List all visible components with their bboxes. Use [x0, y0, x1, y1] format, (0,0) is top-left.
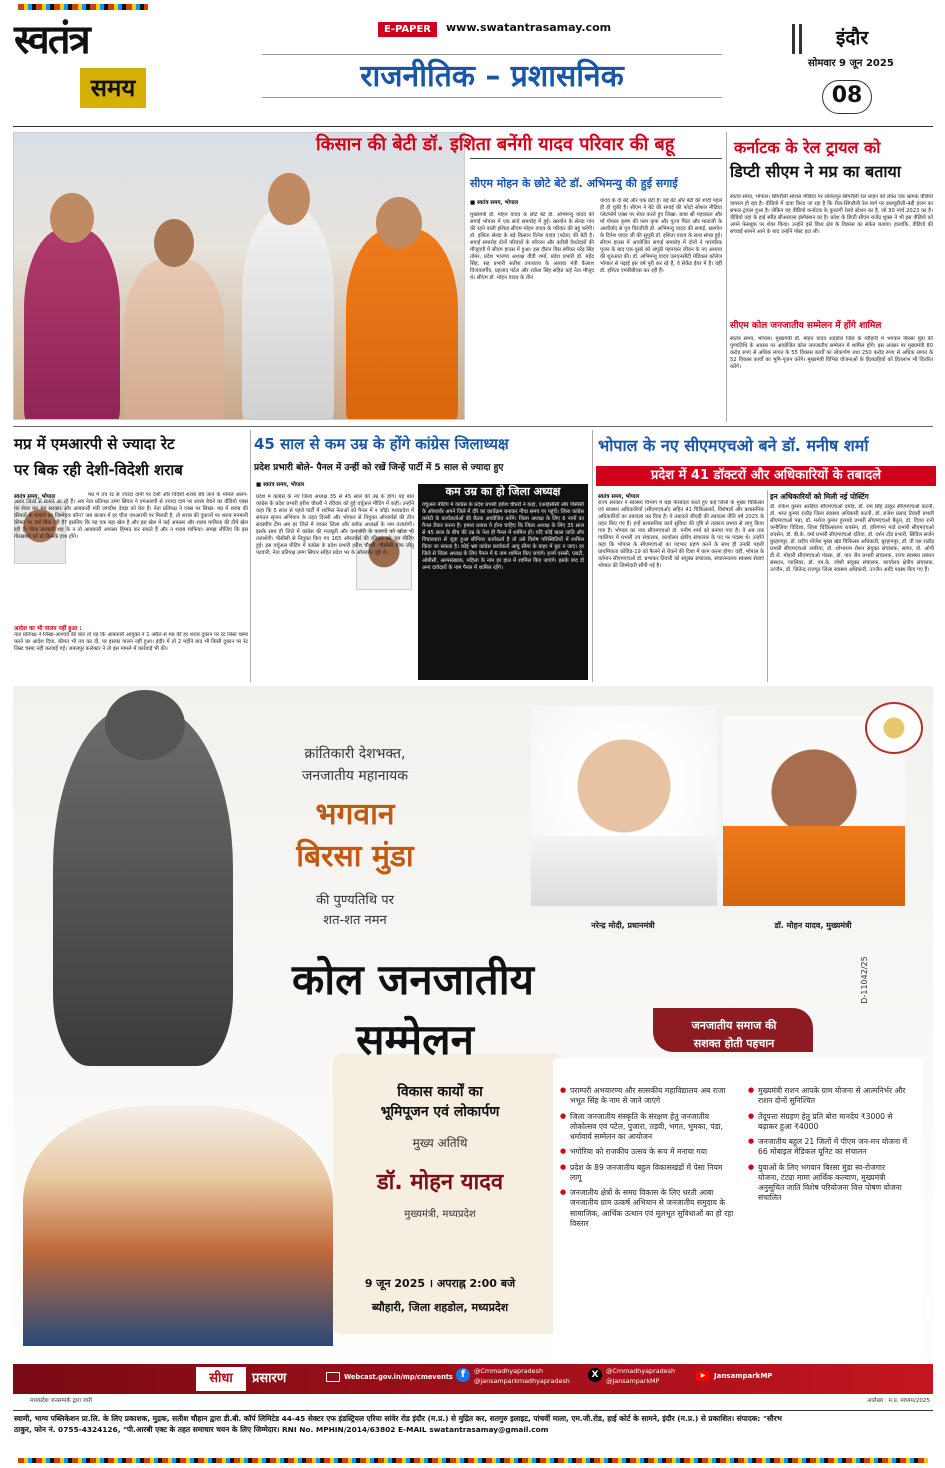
ad-bullet: ● युवाओं के लिए भगवान बिरसा मुंडा स्व-रोजगार योजना, टंट्या मामा आर्थिक कल्याण, मुख्यमंत्री अनुसूचित जाति विशेष परियोजना वित्त पोषण योजना संचालित — [748, 1163, 908, 1204]
broadcast-label-2: प्रसारण — [252, 1371, 287, 1386]
person-left — [24, 229, 120, 420]
congress-body: प्रदेश में कांग्रेस के नए जिला अध्यक्ष 35 से 45 साल की उम्र के होंगे। यह बात कांग्रेस के प्रदेश प्रभारी हरीश चौधरी ने रविवार को हुई वर्चुअल मीटिंग में कही। उन्होंने कहा कि 5 साल से पहले पार्टी में शामिल नेताओं को पैनल में न जोड़ें। मध्यप्रदेश में संगठन सृजन अभियान के तहत दिल्ली और भोपाल से नियुक्त ऑब्जर्वर्स की तीन सदस्यीय टीम अब हर जिले में जाकर जिला और ब्लॉक अध्यक्षों के नाम तलाशेगी। इसके साथ ही जिले में कांग्रेस की मजबूती और कमजोरी के कारणों को खोज भी तलाशेंगी। पीसीसी से नियुक्त किए गए 165 ऑब्जर्वर्स की रविवार को जूम मीटिंग हुई। इस वर्चुअल मीटिंग में कांग्रेस के प्रदेश प्रभारी हरीश चौधरी, पीसीसी चीफ जीतू पटवारी, नेता प्रतिपक्ष उमंग सिंघार सहित प्रदेश भर के ऑब्जर्वर जुड़े थे। — [256, 494, 414, 557]
main-byline: ■ स्वतंत्र समय, भोपाल — [470, 200, 519, 206]
facebook-handle-1[interactable]: @Cmmadhyapradesh — [474, 1367, 543, 1375]
logo-line2: समय — [80, 68, 146, 108]
ad-tagline-line2: सशक्त होती पहचान — [693, 1037, 775, 1050]
rail-body: स्वतंत्र समय, भोपाल। सिंगरौली सोशल मीडिया पर ललितपुर-सिंगरौली रेल लाइन को लेकर एक भ्रामक वीडियो वायरल हो रहा है। वीडियो में दावा किया जा रहा है कि रीवा-सिंगरौली रेल मार्ग पर डब्ल्यूडीजी-4डी इंजन का सफल ट्रायल हुआ है। लेकिन यह वीडियो कर्नाटक के कुरतगी रेलवे स्टेशन का है, जो 30 मार्च 2023 का है। वीडियो वहां के हाई स्पीड सीआरएस इंस्पेक्शन का है। प्रदेश के डिप्टी सीएम राजेंद्र शुक्ल ने भी इस वीडियो को अपने फेसबुक पर शेयर किया। उन्होंने इसे विंध्य क्षेत्र के विकास का संकेत बताया। हालांकि, वीडियो की सच्चाई सामने आने के बाद उन्होंने पोस्ट हटा ली। — [730, 194, 933, 236]
congress-subheadline: प्रदेश प्रभारी बोले- पैनल में उन्हीं को रखें जिन्हें पार्टी में 5 साल से ज्यादा हुए — [254, 463, 504, 473]
pm-photo-body — [531, 836, 717, 906]
ad-chief-guest-label: मुख्य अतिथि — [412, 1136, 468, 1150]
ad-chief-guest: डॉ. मोहन यादव — [376, 1170, 504, 1195]
ad-hero-line2: बिरसा मुंडा — [296, 839, 414, 874]
x-handle-2[interactable]: @JansamparkMP — [606, 1377, 660, 1385]
webcast-link[interactable]: Webcast.gov.in/mp/cmevents — [344, 1373, 453, 1381]
website-link[interactable]: www.swatantrasamay.com — [446, 21, 612, 34]
ad-intro-line1: क्रांतिकारी देशभक्त, — [304, 746, 406, 762]
cmho-list-body: डॉ. राकेश कुमार अरड़िया सीएमएचओ दमोह, डॉ. राम सिंह ठाकुर सीएमएचओ कटनी, डॉ. भरत कुमार राठौड़ जिला स्वास्थ्य अधिकारी कटनी, डॉ. राजेश प्रसाद तिवारी प्रभारी सीएमएचओ पन्ना, डॉ. मनोज कुमार हुरमाडे प्रभारी सीएमएचओ बैतूल, डॉ. दिव्या रानी कनौजिया विदिशा, जिला चिकित्सालय रायसेन, डॉ. हरिगणन माडे प्रभारी सीएमएचओ रायसेन, डॉ. बी.के. वर्मा प्रभारी सीएमएचओ दतिया, डॉ. दर्शन टोंड प्रभारी, सिविल सर्जन बुरहानपुर, डॉ. प्रदीप मोजेश मुख्य खंड चिकित्सा अधिकारी, बुरहानपुर, डॉ. वी एस राठौड़ प्रभारी सीएमएचओ उमरिया, डॉ. शोभाराम रोशन संयुक्त संचालक, सागर, डॉ. ओपी डी.जे. मोहारी सीएमएचओ मंडला, डॉ. पान जैन प्रभारी संचालक, राज्य स्वास्थ्य प्रबंधन संस्थान, ग्वालियर, डॉ. एम.के. जोशी संयुक्त संचालक, कार्यालय क्षेत्रीय संचालक, उज्जैन, डॉ. जितेन्द्र राजपूत जिला स्वास्थ्य अधिकारी, उज्जैन आदि पदस्थ किए गए हैं। — [770, 504, 934, 574]
main-body-col2: यादव के दो बेटे और एक बेटी है। बड़े बेटे और बेटी की शादी पहले ही हो चुकी है। सीएम ने बेटे की सगाई की फोटो सोशल मीडिया प्लेटफॉर्म एक्स पर शेयर करते हुए लिखा- बाबा श्री महाकाल और माँ गोपाल कृष्ण की परम कृपा और पूज्य पिता और माताजी के आशीर्वाद से पुत्र चिरंजीवी डॉ. अभिमन्यु यादव की सगाई, खरगोन के दिनेश यादव जी की सुपुत्री डॉ. इशिता यादव के साथ संपन्न हुई। सीएम हाउस में आयोजित सगाई समारोह में दोनों ने पारंपरिक पूजन के बाद एक-दूसरे को अंगूठी पहनाकर जीवन के नए अध्याय की शुरुआत की। डॉ. अभिमन्यु यादव एलएनसीटी मेडिकल कॉलेज भोपाल से पढ़ाई इस वर्ष पूरी कर रहे हैं, वे सेकेंड ईयर में हैं। वहीं डॉ. इशिता एमबीबीएस कर रही हैं। — [600, 198, 722, 275]
footer-rule — [13, 1410, 933, 1411]
col-rule-4 — [767, 490, 768, 682]
ad-code: D-11042/25 — [860, 956, 869, 1004]
ad-bullets-left — [560, 1086, 734, 1234]
liquor-body: मप्र में तय रेट से ज्यादा दामों पर देशी और विदेशी शराब बेचे जाने के मामले अलग-अलग जिलों से सामने आ रहे हैं। अब नेता प्रतिपक्ष उमंग सिंघार ने एमआरपी से ज्यादा दाम पर शराब बेचने का वीडियो एक्स पर शेयर कर मप्र सरकार और आबकारी मंत्री जगदीश देवड़ा को घेरा है। नेता प्रतिपक्ष ने एक्स पर लिखा- मप्र में शराब की कीमतों के फंदाले का जिम्मेदार कौन? जब बाजार में हर चीज एमआरपी पर मिलती है, तो शराब की दुकानों पर शराब मनमानी कीमत पर क्यों बिक रही है? इसलिए कि यह एक बड़ा खेल है और इस खेल में कई अफसर और शराब माफिया की टीमें खेल रही हैं। बिना सरकारी शह के न तो आबकारी अफसर हिम्मत कर सकते हैं और न शराब माफिया। समझ लीजिए कि इस गोरखधंधे को डॉ किसके हाथ होंगे। — [14, 492, 248, 541]
person-groom-head — [268, 173, 310, 225]
cm-photo-body — [723, 826, 905, 906]
cmho-body: राज्य सरकार ने स्वास्थ्य विभाग में बड़ा फेरबदल करते हुए कई जिलों के मुख्य चिकित्सा एवं स्वास्थ्य अधिकारियों (सीएमएचओ) सहित 41 चिकित्सकों, विशेषज्ञों और प्रशासनिक अधिकारियों का तबादला कर दिया है। ये तबादले जीएडी की तबादला नीति वर्ष 2025 के तहत किए गए हैं। इन्हें प्रशासनिक कार्य सुविधा की दृष्टि से तत्काल प्रभाव से लागू किया गया है। भोपाल का नया सीएमएचओ डॉ. मनीष शर्मा को बनाया गया है। वे अब तक ग्वालियर में प्रभारी उप संचालक, कार्यालय क्षेत्रीय संचालक के पद पर पदस्थ थे। उन्होंने कहा कि भोपाल के सीएमएचओ का पदभार ग्रहण करने के साथ ही उनकी पहली प्राथमिकता कोविड-19 को फैलने से रोकने की दिशा में काम करना होगा। वहीं, भोपाल के वर्तमान सीएमएचओ डॉ. प्रभाकर तिवारी को संयुक्त संचालक, संचालनालय स्वास्थ्य सेवाएं भोपाल की जिम्मेदारी सौंपी गई है। — [598, 500, 764, 570]
cmho-list-title: इन अधिकारियों को मिली नई पोस्टिंग — [770, 492, 869, 501]
ad-bullet: ● जनजातीय क्षेत्रों के समग्र विकास के लिए धरती आबा जनजातीय ग्राम उत्कर्ष अभियान से जनजातीय समुदाय के सामाजिक, आर्थिक उत्थान एवं मूलभूत सुविधाओं का हो रहा विस्तार — [560, 1188, 734, 1229]
person-left-head — [50, 193, 94, 243]
mp-govt-emblem — [865, 702, 923, 754]
congress-headline: 45 साल से कम उम्र के होंगे कांग्रेस जिलाध्यक्ष — [254, 435, 509, 453]
ad-tagline-line1: जनजातीय समाज की — [691, 1019, 777, 1032]
rail-headline-line1: कर्नाटक के रेल ट्रायल को — [734, 138, 881, 157]
ad-tribute-line2: शत-शत नमन — [323, 913, 387, 928]
epaper-label: E-PAPER — [378, 22, 437, 37]
ad-event-line2: सम्मेलन — [356, 1015, 474, 1064]
page-number: 08 — [822, 80, 872, 114]
ad-intro-line2: जनजातीय महानायक — [301, 768, 409, 784]
person-groom — [242, 209, 334, 420]
edition-date: सोमवार 9 जून 2025 — [808, 58, 894, 69]
imprint-line2: ठाकुर, फोन नं. 0755-4324126, "पी.आरबी एक्ट के तहत समाचार चयन के लिए जिम्मेदार। RNI No. MPHIN/2014/63802 E-MAIL swatantrasamay@gmail.com — [14, 1424, 549, 1434]
ad-bullet: ● जिला जनजातीय संस्कृति के संरक्षण हेतु जनजातीय लोकोत्सव एवं पटेल, पुजारा, तड़वी, भगत, भुमका, पंडा, धर्मावार्य सम्मेलन का आयोजन — [560, 1112, 734, 1143]
ad-chief-guest-title: मुख्यमंत्री, मध्यप्रदेश — [404, 1209, 476, 1220]
col-rule — [726, 132, 727, 422]
ad-caption-cm: डॉ. मोहन यादव, मुख्यमंत्री — [774, 921, 852, 930]
x-icon: X — [588, 1368, 602, 1382]
person-bride-head — [154, 219, 194, 267]
cmho-byline: स्वतंत्र समय, भोपाल — [598, 494, 640, 500]
ad-bullet: ● मुख्यमंत्री राशन आपके ग्राम योजना से आत्मनिर्भर और राशन दोनों सुनिश्चित — [748, 1086, 908, 1107]
facebook-handle-2[interactable]: @jansamparkmadhyapradesh — [474, 1377, 570, 1385]
youtube-handle[interactable]: JansamparkMP — [714, 1372, 773, 1380]
imprint-line1: स्वामी, भाग्य पब्लिकेशन प्रा.लि. के लिए प्रकाशक, मुद्रक, सतीश चौहान द्वारा डी.बी. कॉर्प लिमिटेड 44-45 सेक्टर एफ इंडस्ट्रियल एरिया सांवेर रोड इंदौर (म.प्र.) से मुद्रित कर, सतगुरु इलाइट, पांचवीं माला, एम.जी.रोड, हाई कोर्ट के सामने, इंदौर (म.प्र.) से प्रकाशित। संपादक: "सौरभ — [14, 1414, 782, 1423]
monitor-icon — [326, 1372, 340, 1382]
barcode-mark — [792, 24, 802, 54]
edition-city: इंदौर — [836, 27, 869, 49]
col-rule-2 — [250, 430, 251, 682]
ad-work-line1: विकास कार्यों का — [397, 1084, 483, 1100]
row-divider — [13, 426, 933, 427]
birsa-statue-head — [105, 690, 185, 760]
ad-bullet: ● जनजातीय बहुल 21 जिलों में पीएम जन-मन योजना में 66 मोबाइल मेडिकल यूनिट का संचालन — [748, 1137, 908, 1158]
masthead-divider — [13, 126, 933, 127]
youtube-icon: ▶ — [696, 1371, 710, 1381]
registration-bar-bottom — [18, 1458, 928, 1463]
liquor-body2: नेता प्रतिपक्ष ने लिखा-आश्चर्य की बात तो यह कि आबकारी आयुक्त ने 1 अप्रैल से मप्र की हर शराब दुकान पर रेट लिस्ट चस्पा करने का आदेश दिया, कीमत भी तय कर दी, पर इसका पालन नहीं हुआ। इंदौर में तो 2 महीने बाद भी किसी दुकान पर रेट लिस्ट चस्पा नहीं करवाई गई। जबलपुर कलेक्टर ने तो इस मामले में कार्रवाई भी की। — [14, 632, 248, 653]
liquor-headline-line2: पर बिक रही देशी-विदेशी शराब — [14, 461, 183, 479]
rail-subhead: सीएम कोल जनजातीय सम्मेलन में होंगे शामिल — [730, 321, 882, 331]
congress-box-body: वर्चुअल मीटिंग में कांग्रेस के प्रदेश प्रभारी हरीश चौधरी ने कहा, एआईसीसी और पीसीसी के ऑब्जर्वर अपने जिले में दौरे का कार्यक्रम बनाकर नीचा समय पर पहुंचें। जिला कांग्रेस कमेटी के कार्यकर्ताओं की बैठक आयोजित करेंगे। जिला अध्यक्ष के लिए 6 नामों का पैनल तैयार करना है। हमारा प्रयास ये होना चाहिए कि जिला अध्यक्ष के लिए 35 साल से 45 साल के बीच की उम्र के नेता ही पैनल में शामिल हों। यदि कोई खास जाति और विचारधारा से जुड़ा हुआ सीनियर कार्यकर्ता है तो उसे विशेष परिस्थितियों में शामिल किया जा सकता है। कोई भ्रष्ट कांग्रेस कार्यकर्ता आयु सीमा के बाहर में छूट न जाए। हर जिले से जिला अध्यक्ष के लिए पैनल में 6 नाम शामिल किए जाएंगे। इनमें एससी, एसटी, ओबीसी, अल्पसंख्यक, महिला के नाम हर हाल में शामिल किए जाएंगे। इसके बाद दो अन्य दावेदारों के नाम पैनल में शामिल रहेंगे। — [422, 502, 584, 572]
person-right-head — [376, 197, 422, 249]
ad-work-line2: भूमिपूजन एवं लोकार्पण — [380, 1104, 500, 1120]
ad-caption-pm: नरेन्द्र मोदी, प्रधानमंत्री — [591, 921, 655, 930]
congress-byline: ■ स्वतंत्र समय, भोपाल — [256, 482, 305, 488]
ad-event-date: 9 जून 2025 । अपराह्न 2:00 बजे — [364, 1277, 516, 1290]
main-subheadline: सीएम मोहन के छोटे बेटे डॉ. अभिमन्यु की हुई सगाई — [470, 176, 722, 194]
imprint — [14, 1414, 934, 1435]
person-right — [346, 229, 458, 420]
ad-bullet: ● पराम्परी अभयारण्य और सासकीय महाविद्यालय अब राजा भभूत सिंह के नाम से जाने जाएंगे — [560, 1086, 734, 1107]
person-bride — [124, 259, 224, 420]
congress-box-title: कम उम्र का हो जिला अध्यक्ष — [418, 484, 588, 500]
facebook-icon: f — [456, 1368, 470, 1382]
liquor-subhead: आदेश का भी पालन नहीं हुआ : — [14, 626, 82, 632]
main-headline: किसान की बेटी डॉ. इशिता बनेंगी यादव परिवार की बहू — [316, 134, 675, 155]
ad-credit-right: आलेख्य : म.प्र. माध्यम/2025 — [867, 1398, 930, 1404]
col-rule-3 — [592, 430, 593, 682]
logo-line1: स्वतंत्र — [14, 16, 89, 63]
ad-bullet: ● भगोरिया को राजकीय उत्सव के रूप में मनाया गया — [560, 1147, 734, 1157]
section-title: राजनीतिक – प्रशासनिक — [262, 54, 722, 98]
rail-body2: स्वतंत्र समय, भोपाल। मुख्यमंत्री डॉ. मोहन यादव शहडोल जिले के ब्यौहारी में भगवान बिरसा मुंडा की पुण्यतिथि के अवसर पर आयोजित कोल जनजातीय सम्मेलन में शामिल होंगे। इस अवसर पर मुख्यमंत्री 80 करोड़ रुपए से अधिक लागत के 55 विकास कार्यों का लोकार्पण तथा 250 करोड़ रुपए से अधिक लागत के 52 विकास कार्यों का भूमि-पूजन करेंगे। मुख्यमंत्री विभिन्न योजनाओं के हितग्राहियों को हितलाभ भी वितरित करेंगे। — [730, 336, 933, 371]
x-handle-1[interactable]: @Cmmadhyapradesh — [606, 1367, 675, 1375]
ad-event-line1: कोल जनजातीय — [292, 955, 534, 1004]
cmho-subheadline: प्रदेश में 41 डॉक्टरों और अधिकारियों के तबादले — [596, 466, 936, 486]
liquor-byline: स्वतंत्र समय, भोपाल — [14, 494, 56, 500]
engagement-photo — [13, 132, 465, 420]
ad-tribute-line1: की पुण्यतिथि पर — [316, 893, 394, 908]
registration-bar-left — [18, 4, 148, 10]
liquor-headline-line1: मप्र में एमआरपी से ज्यादा रेट — [14, 435, 175, 453]
ad-bullet: ● प्रदेश के 89 जनजातीय बहुल विकासखंडों में पेसा नियम लागू — [560, 1163, 734, 1184]
main-body-col1: मुख्यमंत्री डॉ. मोहन यादव के छोटे बेटे डॉ. अभिमन्यु यादव की सगाई भोपाल में एक सादे समारोह में हुई। खरगोन के सेल्दा गांव की रहने वाली इशिता सीएम मोहन यादव के परिवार की बहू बनेंगी। डॉ. इशिता सेल्दा के बड़े किसान दिनेश यादव (पटेल) की बेटी है। सगाई समारोह दोनों परिवारों के परिजन और करीबी रिश्तेदारों की मौजूदगी में सीएम हाउस में हुआ। इस दौरान विस स्पीकर नरेंद्र सिंह तोमर, प्रदेश भाजपा अध्यक्ष वीडी शर्मा, प्रदेश प्रभारी डॉ. महेंद्र सिंह, सह प्रभारी सतीश उपाध्याय के अलावा मंत्री कैलाश विजयवर्गीय, प्रहलाद पटेल और राकेश सिंह सहित कई नेता मौजूद थे। सीएम डॉ. मोहन यादव के तीन — [470, 212, 594, 282]
birsa-statue — [53, 706, 233, 1066]
rail-headline-line2: डिप्टी सीएम ने मप्र का बताया — [730, 162, 901, 181]
main-headline-rule — [470, 158, 722, 159]
ad-hero-line1: भगवान — [315, 797, 395, 832]
broadcast-label-1: सीधा — [196, 1367, 246, 1391]
cmho-headline: भोपाल के नए सीएमएचओ बने डॉ. मनीष शर्मा — [598, 436, 869, 455]
ad-event-venue: ब्यौहारी, जिला शहडोल, मध्यप्रदेश — [371, 1301, 509, 1314]
ad-bullets-right — [748, 1086, 908, 1209]
ad-credit-left: मध्यप्रदेश जनसम्पर्क द्वारा जारी — [30, 1398, 93, 1404]
children-photo — [23, 1106, 333, 1346]
ad-bullet: ● तेंदूपत्ता संग्रहण हेतु प्रति बोरा मानदेय ₹3000 से बढ़ाकर हुआ ₹4000 — [748, 1112, 908, 1133]
